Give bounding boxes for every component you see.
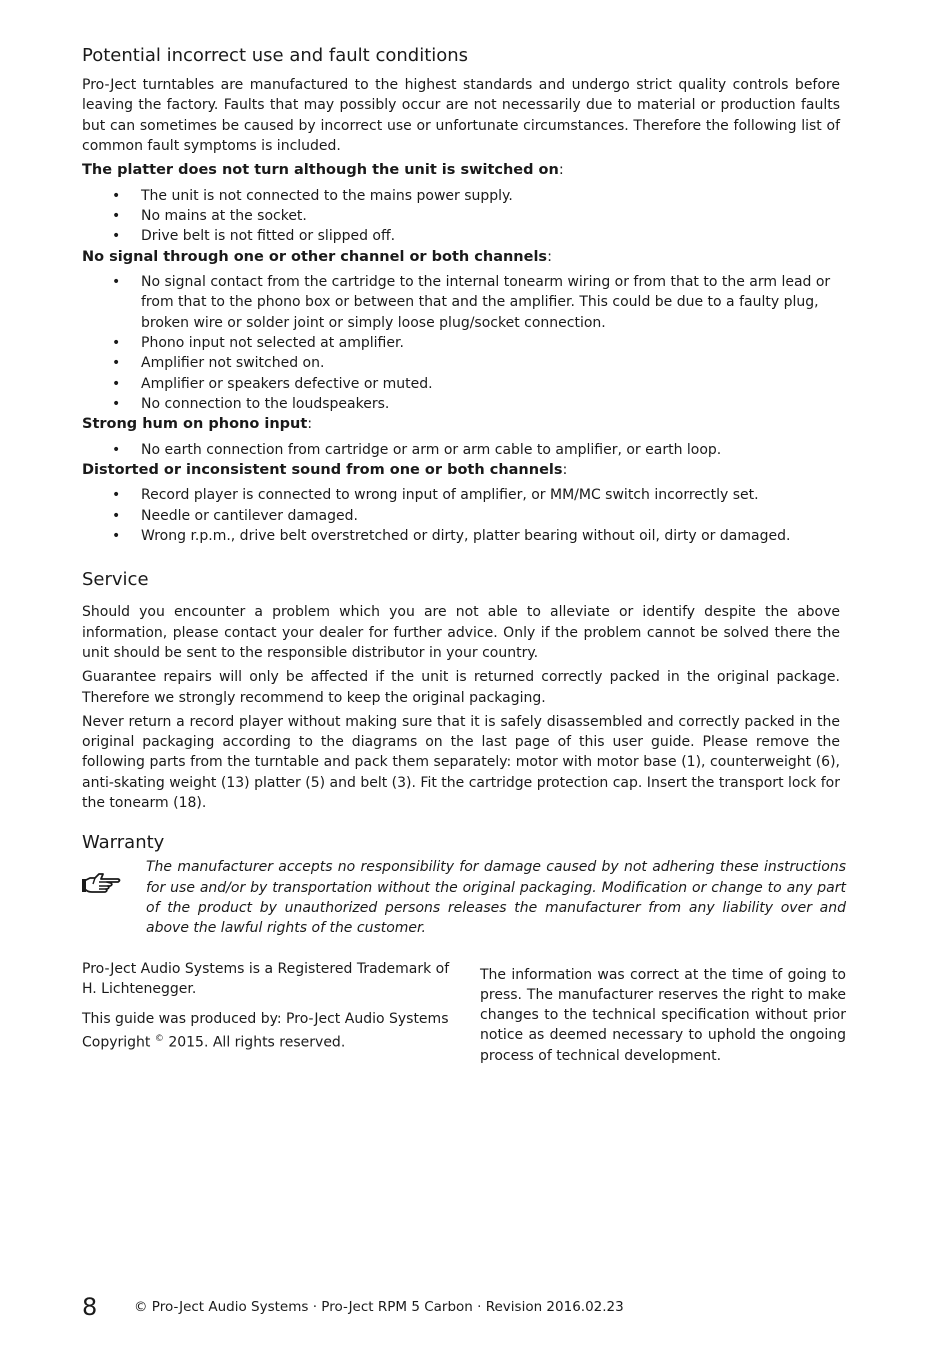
list-item: • No earth connection from cartridge or arm or arm cable to amplifier, or earth loop. [82, 440, 840, 460]
warranty-note [82, 857, 846, 938]
page-number: 8 [82, 1293, 98, 1321]
list-item: • No mains at the socket. [82, 206, 840, 226]
fault-group-heading: Distorted or inconsistent sound from one or both channels: [82, 461, 568, 478]
produced-by-text: This guide was produced by: Pro-Ject Audio Systems Copyright © 2015. All rights reserved. [82, 1011, 449, 1052]
fault-group-list [82, 272, 840, 414]
fault-group-heading: No signal through one or other channel or both channels: [82, 248, 552, 265]
footer-text: © Pro-Ject Audio Systems · Pro-Ject RPM 5 Carbon · Revision 2016.02.23 [134, 1299, 624, 1315]
fault-group-heading: Strong hum on phono input: [82, 416, 313, 433]
pointing-hand-icon [82, 869, 122, 899]
list-item: • Phono input not selected at amplifier. [82, 333, 840, 353]
legal-right-column [480, 965, 846, 1066]
list-item: • Amplifier not switched on. [82, 353, 840, 373]
service-paragraph: Never return a record player without making sure that it is safely disassembled and correctly packed in the original packaging according to the diagrams on the last page of this user guide. Please remove the following parts from the turntable and pack them separately: motor with motor base (1), counterweight (6), anti-skating weight (13) platter (5) and belt (3). Fit the cartridge protection cap. Insert the transport lock for the tonearm (18). [82, 713, 840, 812]
fault-section-title: Potential incorrect use and fault conditions [82, 45, 469, 66]
list-item: • The unit is not connected to the mains power supply. [82, 186, 840, 206]
list-item: • Record player is connected to wrong input of amplifier, or MM/MC switch incorrectly set. [82, 485, 840, 505]
warranty-section-title: Warranty [82, 832, 165, 854]
legal-columns [82, 959, 846, 1069]
list-item: • No connection to the loudspeakers. [82, 394, 840, 414]
fault-intro: Pro-Ject turntables are manufactured to the highest standards and undergo strict quality controls before leaving the factory. Faults that may possibly occur are not necessarily due to material or production faults but can sometimes be caused by incorrect use or unfortunate circumstances. Therefore the following list of common fault symptoms is included. [82, 77, 840, 154]
legal-left-column [82, 959, 452, 1054]
service-paragraph: Guarantee repairs will only be affected if the unit is returned correctly packed in the original package. Therefore we strongly recommend to keep the original packaging. [82, 669, 840, 706]
disclaimer-text: The information was correct at the time of going to press. The manufacturer reserves the right to make changes to the technical specification without prior notice as deemed necessary to uphold the ongoing process of technical development. [480, 966, 846, 1064]
service-paragraph: Should you encounter a problem which you are not able to alleviate or identify despite the above information, please contact your dealer for further advice. Only if the problem cannot be solved there the unit should be sent to the responsible distributor in your country. [82, 604, 840, 661]
page-content [82, 44, 846, 1069]
page-footer [82, 1292, 862, 1322]
list-item: • Wrong r.p.m., drive belt overstretched or dirty, platter bearing without oil, dirty or damaged. [82, 526, 840, 546]
trademark-text: Pro-Ject Audio Systems is a Registered Trademark of H. Lichtenegger. [82, 960, 450, 997]
fault-group-list [82, 440, 840, 460]
list-item: • Drive belt is not fitted or slipped off. [82, 226, 840, 246]
fault-group-list [82, 186, 840, 247]
list-item: • Needle or cantilever damaged. [82, 506, 840, 526]
list-item: • No signal contact from the cartridge to the internal tonearm wiring or from that to the arm lead or from that to the phono box or between that and the amplifier. This could be due to a faulty plug, broken wire or solder joint or simply loose plug/socket connection. [82, 272, 840, 333]
list-item: • Amplifier or speakers defective or muted. [82, 374, 840, 394]
fault-group-list [82, 485, 840, 546]
warranty-text: The manufacturer accepts no responsibility for damage caused by not adhering these instructions for use and/or by transportation without the original packaging. Modification or change to any part of the product by unauthorized persons releases the manufacturer from any liability over and above the lawful rights of the customer. [146, 859, 846, 937]
fault-group-heading: The platter does not turn although the unit is switched on: [82, 162, 564, 179]
service-section-title: Service [82, 569, 149, 591]
